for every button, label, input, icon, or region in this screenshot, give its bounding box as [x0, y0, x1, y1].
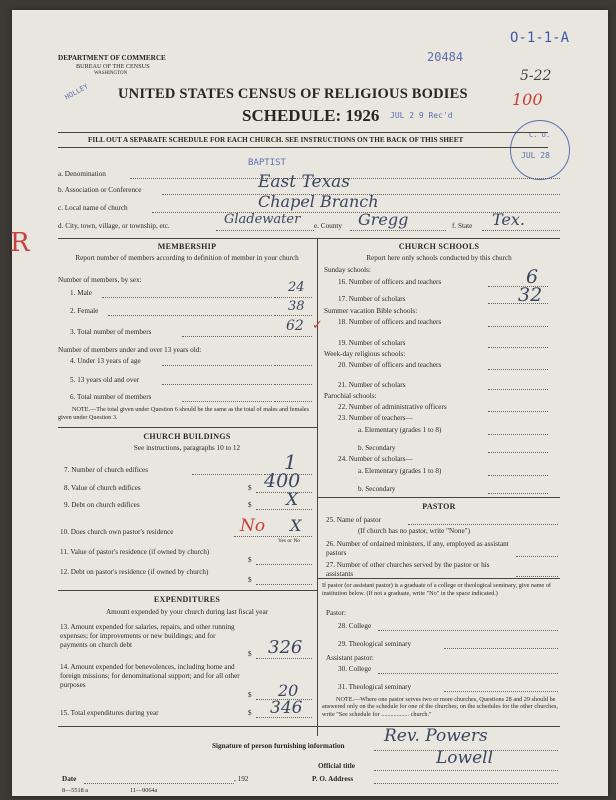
po-address-line: [374, 783, 558, 784]
q25-note: (If church has no pastor, write "None"): [358, 527, 470, 535]
membership-bottom-rule: [58, 427, 317, 428]
q9-answer-line: [256, 509, 312, 510]
q8-answer: 400: [264, 470, 301, 492]
county-line: [350, 230, 446, 231]
rosette-stamp: [510, 120, 570, 180]
q12-label: 12. Debt on pastor's residence (if owned by church): [60, 568, 209, 576]
weekday-label: Week-day religious schools:: [324, 350, 406, 358]
membership-intro: Report number of members according to definition of member in your church: [75, 254, 299, 262]
q6-label: 6. Total number of members: [70, 393, 152, 401]
q26-label: 26. Number of ordained ministers, if any, employed as assistant pastors: [326, 540, 509, 557]
q5-label: 5. 13 years old and over: [70, 376, 140, 384]
q21-label: 21. Number of scholars: [338, 381, 406, 389]
q2-label: 2. Female: [70, 307, 99, 315]
q11-label: 11. Value of pastor's residence (if owned by church): [60, 548, 210, 556]
q29-label: 29. Theological seminary: [338, 640, 412, 648]
form-title: UNITED STATES CENSUS OF RELIGIOUS BODIES: [118, 86, 468, 102]
q9-answer: X: [286, 490, 299, 510]
q12-answer-line: [256, 584, 312, 585]
q1-label: 1. Male: [70, 289, 92, 297]
top-code: O-1-1-A: [510, 30, 570, 46]
q11-dollar: $: [248, 556, 252, 564]
q20-answer-line: [488, 369, 548, 370]
serial-number: 20484: [427, 50, 464, 64]
state-label: f. State: [452, 222, 473, 230]
q3-answer: 62: [286, 318, 304, 334]
department-label: DEPARTMENT OF COMMERCE: [58, 54, 166, 62]
q6-answer-line: [274, 401, 312, 402]
po-address-label: P. O. Address: [312, 775, 354, 783]
buildings-sub: See instructions, paragraphs 10 to 12: [133, 444, 241, 452]
q8-dollar: $: [248, 484, 252, 492]
buildings-bottom-rule: [58, 590, 317, 591]
q15-dollar: $: [248, 709, 252, 717]
census-form-sheet: [12, 10, 608, 796]
q22-label: 22. Number of administrative officers: [338, 403, 447, 411]
q25-label: 25. Name of pastor: [326, 516, 382, 524]
q1-answer: 24: [288, 280, 305, 295]
date-year: , 192: [234, 775, 249, 783]
bureau-label: BUREAU OF THE CENSUS: [76, 63, 150, 70]
print-number: 11—9064a: [130, 787, 158, 794]
q21-answer-line: [488, 389, 548, 390]
q29-answer-line: [444, 648, 558, 649]
signature-label: Signature of person furnishing information: [212, 742, 345, 750]
q18-answer-line: [488, 326, 548, 327]
q22-answer-line: [488, 411, 548, 412]
denomination-label: a. Denomination: [58, 170, 106, 178]
q6-leader: [182, 401, 272, 402]
association-value: East Texas: [258, 172, 351, 192]
q13-answer-line: [256, 658, 312, 659]
buildings-title: CHURCH BUILDINGS: [143, 432, 231, 441]
q7-label: 7. Number of church edifices: [64, 466, 149, 474]
q10-answer-line: [234, 536, 312, 537]
expenditures-sub: Amount expended by your church during last fiscal year: [105, 608, 269, 616]
q19-answer-line: [488, 347, 548, 348]
holley-stamp: HOLLEY: [63, 82, 90, 102]
q28-label: 28. College: [338, 622, 372, 630]
q9-dollar: $: [248, 501, 252, 509]
rosette-stamp-date: JUL 28: [521, 151, 550, 160]
q23a-label: a. Elementary (grades 1 to 8): [358, 426, 442, 434]
q2-answer-line: [274, 315, 312, 316]
q4-leader: [162, 365, 272, 366]
q24a-label: a. Elementary (grades 1 to 8): [358, 467, 442, 475]
local-name-label: c. Local name of church: [58, 204, 128, 212]
q3-label: 3. Total number of members: [70, 328, 152, 336]
yes-no-hint: Yes or No: [278, 538, 301, 544]
expenditures-title: EXPENDITURES: [153, 595, 221, 604]
code-5-22: 5-22: [520, 68, 552, 84]
q14-label: 14. Amount expended for benevolences, including home and foreign missions; for denominational support; and for all other purposes: [60, 663, 240, 690]
q18-label: 18. Number of officers and teachers: [338, 318, 442, 326]
code-100: 100: [512, 90, 543, 109]
parochial-label: Parochial schools:: [324, 392, 377, 400]
q14-dollar: $: [248, 691, 252, 699]
q27-answer-line: [516, 576, 558, 577]
city-value: Gladewater: [224, 212, 301, 227]
q2-leader: [108, 315, 272, 316]
q13-label: 13. Amount expended for salaries, repairs, and other running expenses; for improvements or new buildings; and for payments on church debt: [60, 623, 235, 650]
q24a-answer-line: [488, 475, 548, 476]
assistant-label: Assistant pastor:: [326, 654, 374, 662]
q24-label: 24. Number of scholars—: [338, 455, 413, 463]
q30-answer-line: [378, 673, 558, 674]
city-field-label: d. City, town, village, or township, etc.: [58, 222, 170, 230]
q31-answer-line: [444, 691, 558, 692]
instruction-rule: [58, 147, 548, 148]
schools-title: CHURCH SCHOOLS: [398, 242, 480, 251]
official-title-line: [374, 770, 558, 771]
q10-label: 10. Does church own pastor's residence: [60, 528, 174, 536]
q15-answer: 346: [270, 698, 303, 718]
schedule-title: SCHEDULE: 1926: [242, 106, 380, 125]
pastor-title: PASTOR: [422, 502, 456, 511]
official-title-value: Lowell: [436, 748, 494, 768]
q10-answer: No: [240, 516, 266, 536]
date-line: [84, 783, 234, 784]
q23b-label: b. Secondary: [358, 444, 396, 452]
q3-answer-line: [274, 336, 312, 337]
q23b-answer-line: [488, 452, 548, 453]
q2-answer: 38: [288, 299, 305, 314]
date-label: Date: [62, 775, 77, 783]
q23a-answer-line: [488, 434, 548, 435]
state-value: Tex.: [492, 210, 526, 229]
sunday-label: Sunday schools:: [324, 266, 371, 274]
q5-answer-line: [274, 384, 312, 385]
q17-answer: 32: [518, 284, 543, 306]
q8-label: 8. Value of church edifices: [64, 484, 141, 492]
membership-title: MEMBERSHIP: [157, 242, 217, 251]
q4-label: 4. Under 13 years of age: [70, 357, 141, 365]
instruction-line: FILL OUT A SEPARATE SCHEDULE FOR EACH CHURCH. SEE INSTRUCTIONS ON THE BACK OF THIS SHEET: [88, 136, 464, 144]
local-name-value: Chapel Branch: [258, 192, 379, 211]
pastor-sub-label: Pastor:: [326, 609, 346, 617]
q14-answer: 20: [278, 681, 299, 700]
q24b-label: b. Secondary: [358, 485, 396, 493]
q11-answer-line: [256, 564, 312, 565]
state-line: [482, 230, 560, 231]
q27-label: 27. Number of other churches served by the pastor or his assistants: [326, 561, 490, 578]
q25-answer-line: [408, 524, 558, 525]
q17-label: 17. Number of scholars: [338, 295, 406, 303]
q5-leader: [162, 384, 272, 385]
header-rule: [58, 132, 548, 133]
q3-leader: [182, 336, 272, 337]
pastor-note: NOTE.—Where one pastor serves two or more churches, Questions 28 and 29 should be answered only on the schedule for one of the churches; on the schedules for the other churches, write "See schedule for .................. church.": [322, 696, 558, 718]
q7-leader: [192, 474, 262, 475]
pastor-rule: [317, 578, 560, 579]
members-by-sex-label: Number of members, by sex:: [58, 276, 142, 284]
q12-dollar: $: [248, 576, 252, 584]
q24b-answer-line: [488, 493, 548, 494]
official-title-label: Official title: [318, 762, 355, 770]
denomination-value: BAPTIST: [248, 158, 286, 168]
q8-answer-line: [256, 492, 312, 493]
q31-label: 31. Theological seminary: [338, 683, 412, 691]
q26-answer-line: [516, 556, 558, 557]
summer-label: Summer vacation Bible schools:: [324, 307, 418, 315]
q20-label: 20. Number of officers and teachers: [338, 361, 442, 369]
received-date-stamp: JUL 2 9 Rec'd: [390, 111, 453, 120]
rosette-stamp-top: C. O.: [529, 131, 551, 139]
q9-label: 9. Debt on church edifices: [64, 501, 140, 509]
q23-label: 23. Number of teachers—: [338, 414, 413, 422]
membership-note: NOTE.—The total given under Question 6 should be the same as the total of males and females given under Question 3.: [58, 406, 309, 421]
form-number: 8—5518 a: [62, 787, 88, 794]
q10-crossed-mark: X: [290, 516, 302, 535]
city-label: WASHINGTON: [94, 71, 128, 76]
city-field-line: [216, 230, 314, 231]
association-label: b. Association or Conference: [58, 186, 142, 194]
q3-check-mark: ✓: [312, 318, 323, 333]
graduate-note: If pastor (or assistant pastor) is a graduate of a college or theological seminary, give name of institution below. (If not a graduate, write "No" in the space indicated.): [322, 582, 551, 597]
q7-answer: 1: [284, 450, 297, 474]
q4-answer-line: [274, 365, 312, 366]
q16-answer: 6: [526, 266, 539, 288]
q1-answer-line: [274, 297, 312, 298]
q13-dollar: $: [248, 650, 252, 658]
age-intro: Number of members under and over 13 years old:: [58, 346, 202, 354]
q28-answer-line: [378, 630, 558, 631]
q15-label: 15. Total expenditures during year: [60, 709, 159, 717]
sections-top-rule: [58, 238, 560, 239]
q19-label: 19. Number of scholars: [338, 339, 406, 347]
q13-answer: 326: [268, 637, 303, 658]
column-divider: [317, 238, 318, 736]
county-value: Gregg: [358, 210, 409, 229]
county-label: e. County: [314, 222, 342, 230]
schools-sub: Report here only schools conducted by this church: [366, 254, 512, 262]
q30-label: 30. College: [338, 665, 372, 673]
margin-mark: R: [10, 228, 30, 258]
q1-leader: [102, 297, 272, 298]
signature-value: Rev. Powers: [384, 726, 488, 746]
schools-bottom-rule: [317, 497, 560, 498]
q16-label: 16. Number of officers and teachers: [338, 278, 442, 286]
